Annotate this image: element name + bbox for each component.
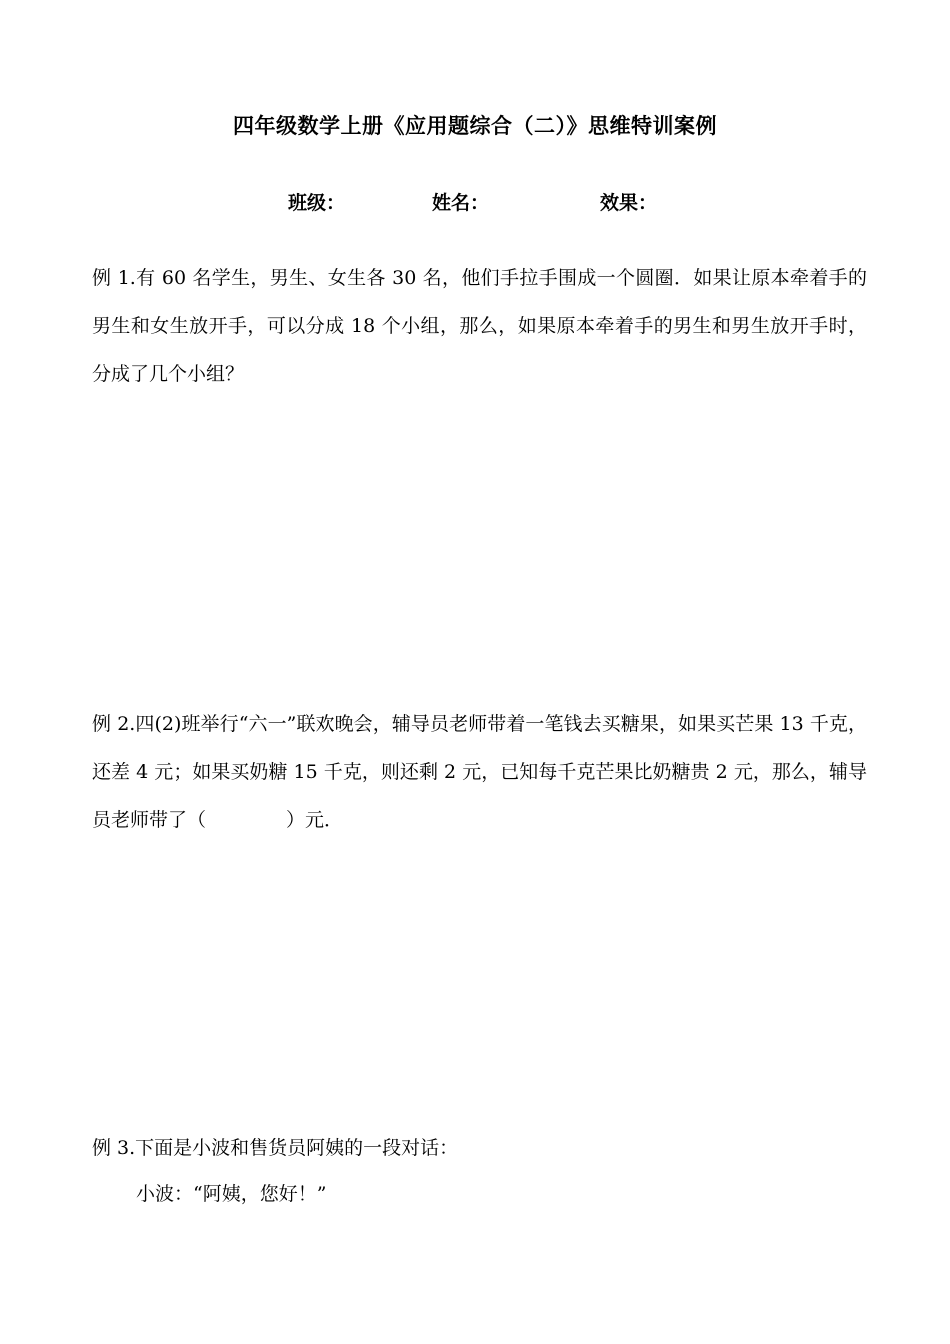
question-2-text-end: ）元． — [286, 809, 344, 831]
name-label: 姓名： — [432, 192, 490, 214]
effect-label: 效果： — [600, 192, 658, 214]
question-2-text: 例 2.四(2)班举行“六一”联欢晚会，辅导员老师带着一笔钱去买糖果，如果买芒果 13 千克，还差 4 元；如果买奶糖 15 千克，则还剩 2 元，已知每千克芒果比奶糖贵 2 元，那么，辅导员老师带了（ — [92, 713, 867, 831]
question-1: 例 1.有 60 名学生，男生、女生各 30 名，他们手拉手围成一个圆圈．如果让原本牵着手的男生和女生放开手，可以分成 18 个小组，那么，如果原本牵着手的男生和男生放开手时，分成了几个小组？ — [92, 267, 867, 385]
question-2 — [92, 700, 867, 844]
page-title: 四年级数学上册《应用题综合（二）》思维特训案例 — [233, 114, 717, 138]
class-label: 班级： — [288, 192, 346, 214]
dialogue-line: 小波：“阿姨，您好！” — [136, 1183, 327, 1205]
question-3: 例 3.下面是小波和售货员阿姨的一段对话： — [92, 1137, 459, 1159]
